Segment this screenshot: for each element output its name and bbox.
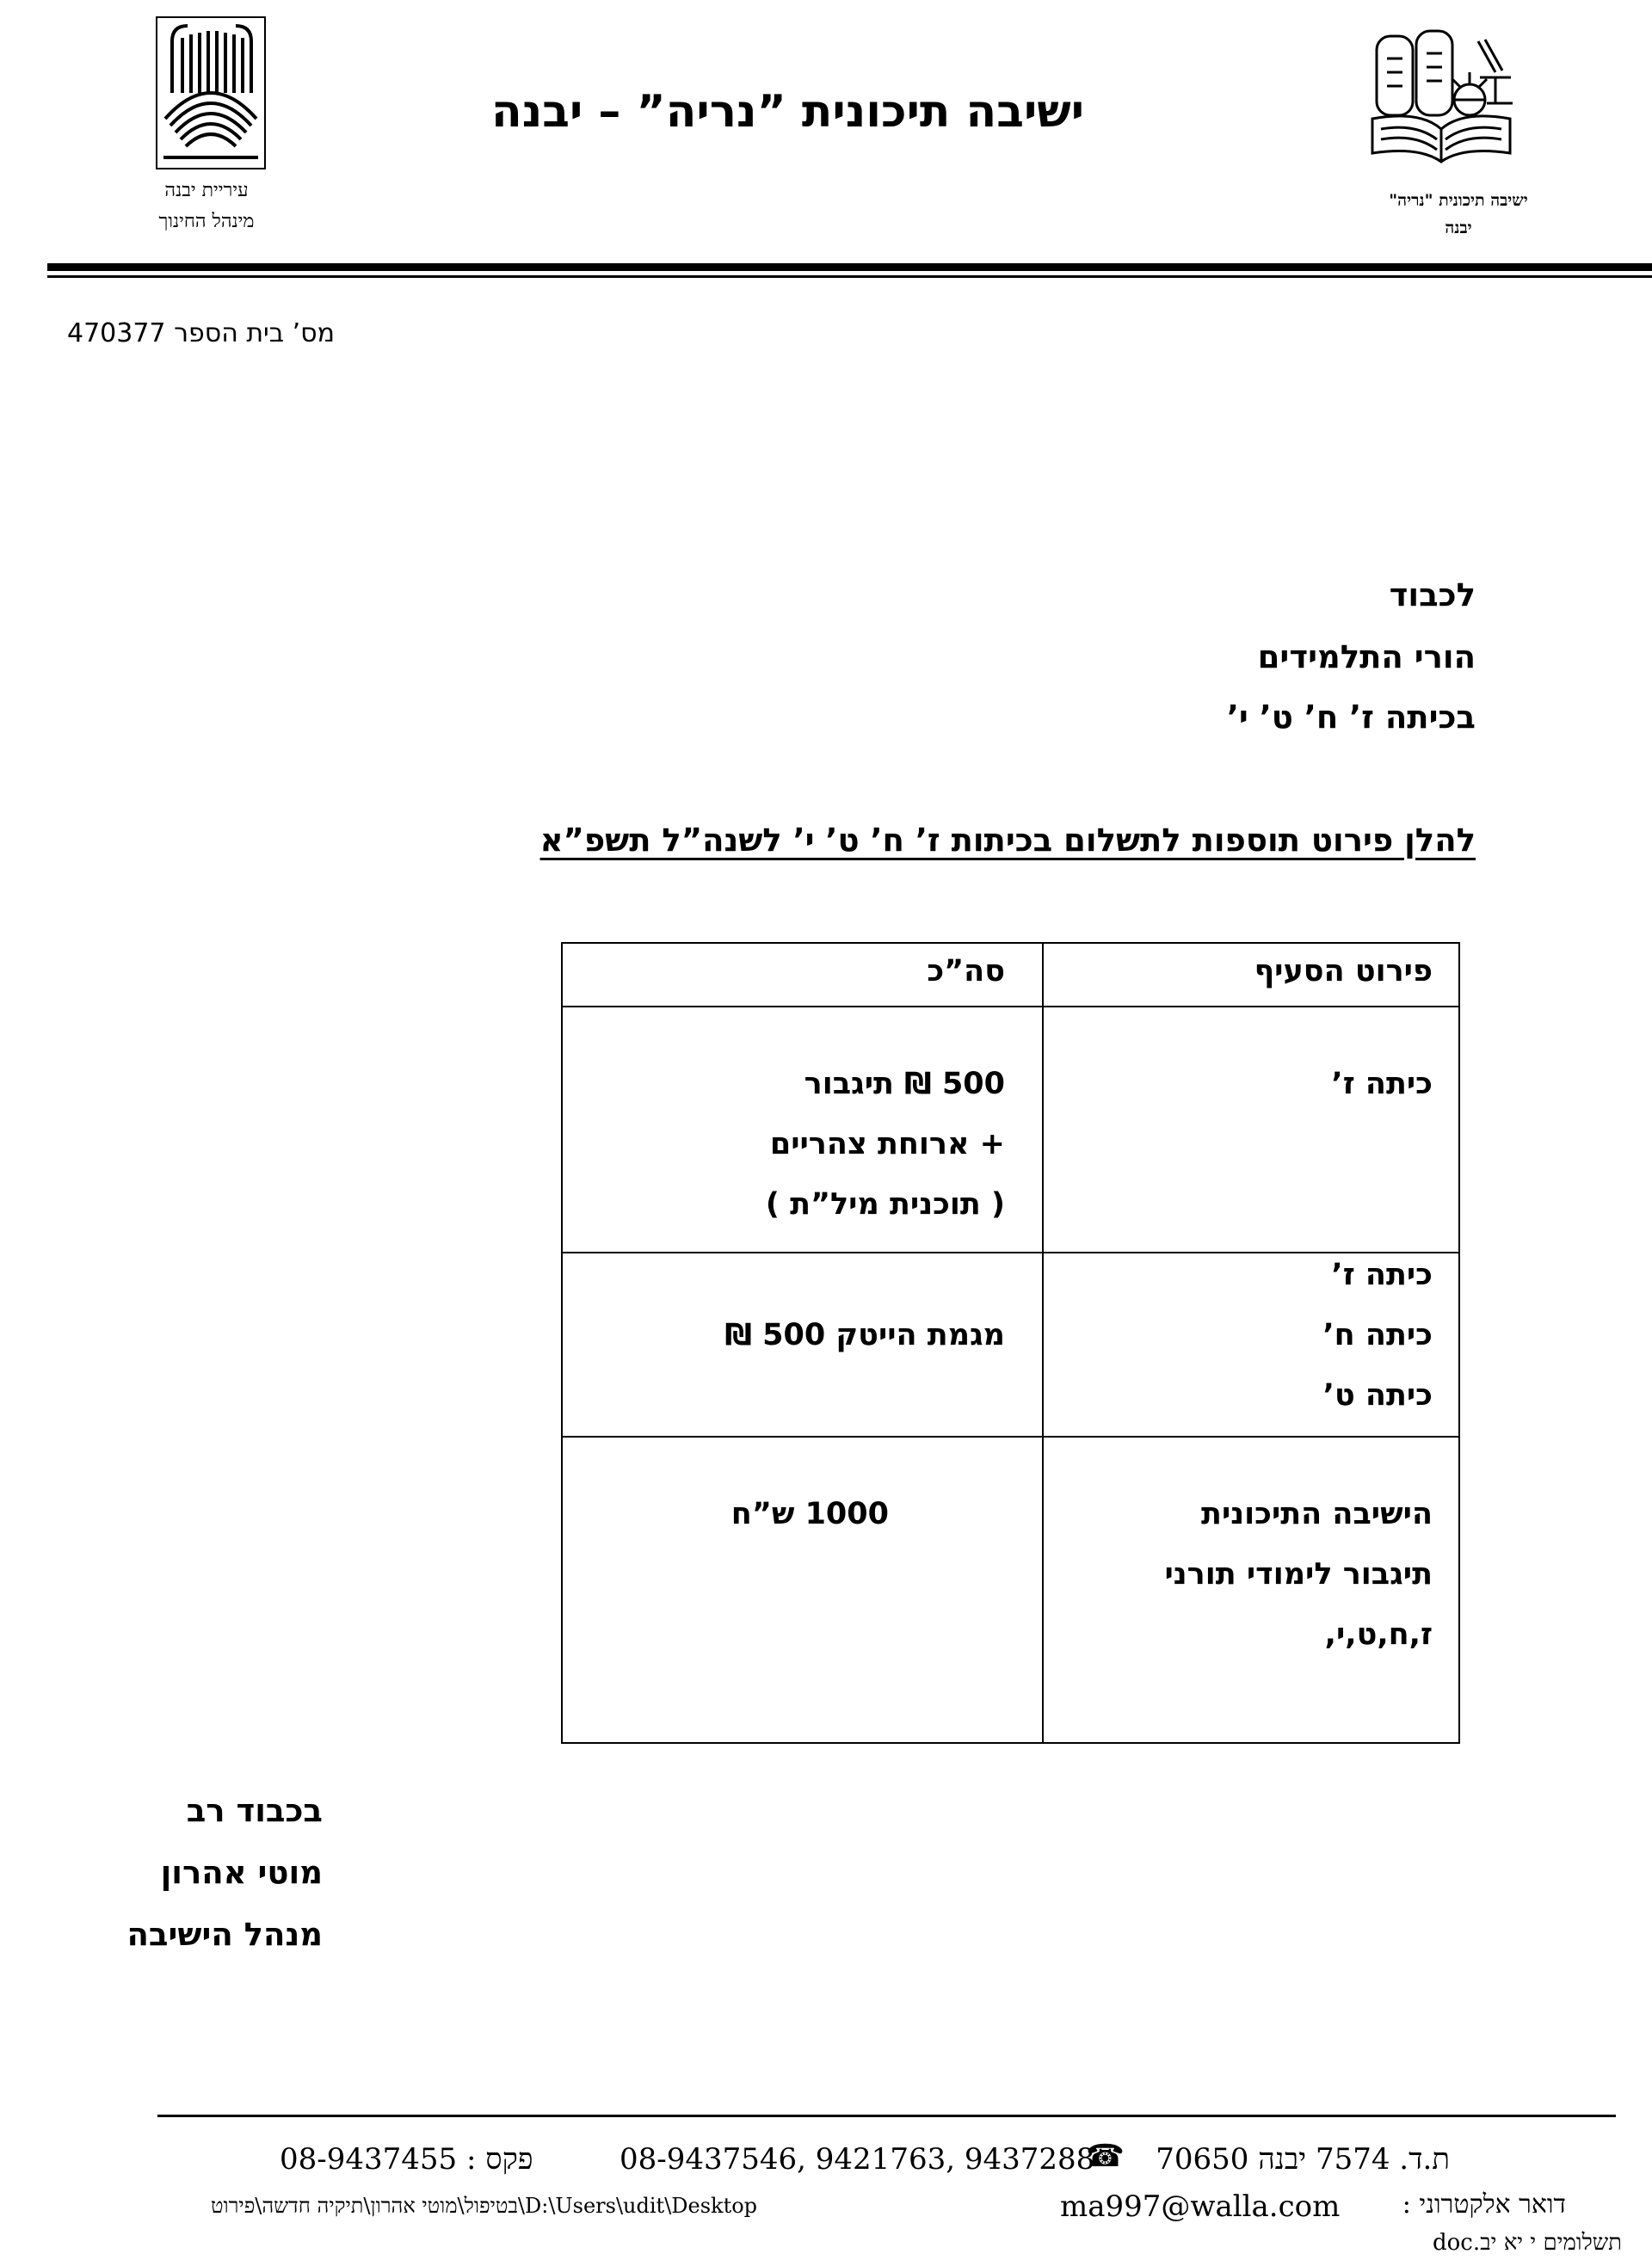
- table-cell-total: + ארוחת צהריים: [769, 1127, 1005, 1161]
- fees-table: [561, 942, 1460, 1744]
- table-column-divider: [1042, 944, 1044, 1742]
- table-cell-item: הישיבה התיכונית: [1201, 1497, 1433, 1531]
- city-name: עיריית יבנה: [164, 180, 249, 201]
- table-cell-total: 500 ₪ תיגבור: [804, 1067, 1005, 1101]
- signer-name: מוטי אהרון: [160, 1854, 323, 1891]
- education-department: מינהל החינוך: [158, 211, 255, 232]
- table-cell-item: כיתה ז’: [1331, 1258, 1433, 1292]
- footer-email: ma997@walla.com: [1060, 2189, 1341, 2224]
- footer-fax: פקס : 08-9437455: [280, 2142, 533, 2177]
- table-header-total: סה”כ: [927, 954, 1005, 988]
- footer-address: ת.ד. 7574 יבנה 70650: [1156, 2142, 1450, 2177]
- table-cell-total: 1000 ש”ח: [730, 1497, 889, 1531]
- table-cell-item: כיתה ז’: [1331, 1067, 1433, 1101]
- logo-caption-school: ישיבה תיכונית "נריה": [1389, 191, 1528, 210]
- table-cell-total: ( תוכנית מיל”ת ): [765, 1187, 1005, 1222]
- closing: בכבוד רב: [186, 1792, 323, 1829]
- footer-file-name: תשלומים י יא יב.doc: [1432, 2230, 1622, 2256]
- recipient: הורי התלמידים: [1257, 638, 1476, 675]
- table-cell-item: כיתה ט’: [1322, 1378, 1433, 1413]
- table-row-divider: [563, 1006, 1458, 1007]
- page-title: ישיבה תיכונית ”נריה” – יבנה: [491, 86, 1084, 138]
- footer-divider: [157, 2115, 1616, 2117]
- school-logo-icon: [1368, 24, 1514, 170]
- table-cell-item: כיתה ח’: [1322, 1318, 1433, 1352]
- table-header-item: פירוט הסעיף: [1254, 954, 1433, 988]
- footer-file-path: D:\Users\udit\Desktop\בטיפול\מוטי אהרון\תיקיה חדשה\פירוט: [211, 2194, 758, 2218]
- footer-phones: 08-9437546, 9421763, 9437288: [620, 2142, 1095, 2177]
- table-cell-item: תיגבור לימודי תורני: [1164, 1557, 1433, 1592]
- table-row-divider: [563, 1252, 1458, 1253]
- footer-email-label: דואר אלקטרוני :: [1402, 2189, 1566, 2220]
- salutation: לכבוד: [1389, 576, 1476, 613]
- recipient-classes: בכיתה ז’ ח’ ט’ י’: [1226, 699, 1476, 736]
- table-cell-item: ז,ח,ט,י,: [1324, 1617, 1433, 1652]
- header-divider: [47, 263, 1652, 271]
- school-number: מס’ בית הספר 470377: [67, 318, 336, 348]
- logo-caption-city: יבנה: [1445, 219, 1472, 237]
- signer-title: מנהל הישיבה: [126, 1916, 323, 1953]
- table-row-divider: [563, 1436, 1458, 1438]
- table-cell-total: מגמת הייטק 500 ₪: [724, 1318, 1005, 1352]
- city-emblem-icon: [155, 15, 267, 170]
- header-divider-thin: [47, 275, 1652, 278]
- phone-icon: ☎: [1086, 2139, 1125, 2174]
- letter-subject: להלן פירוט תוספות לתשלום בכיתות ז’ ח’ ט’ י’ לשנה”ל תשפ”א: [539, 822, 1476, 859]
